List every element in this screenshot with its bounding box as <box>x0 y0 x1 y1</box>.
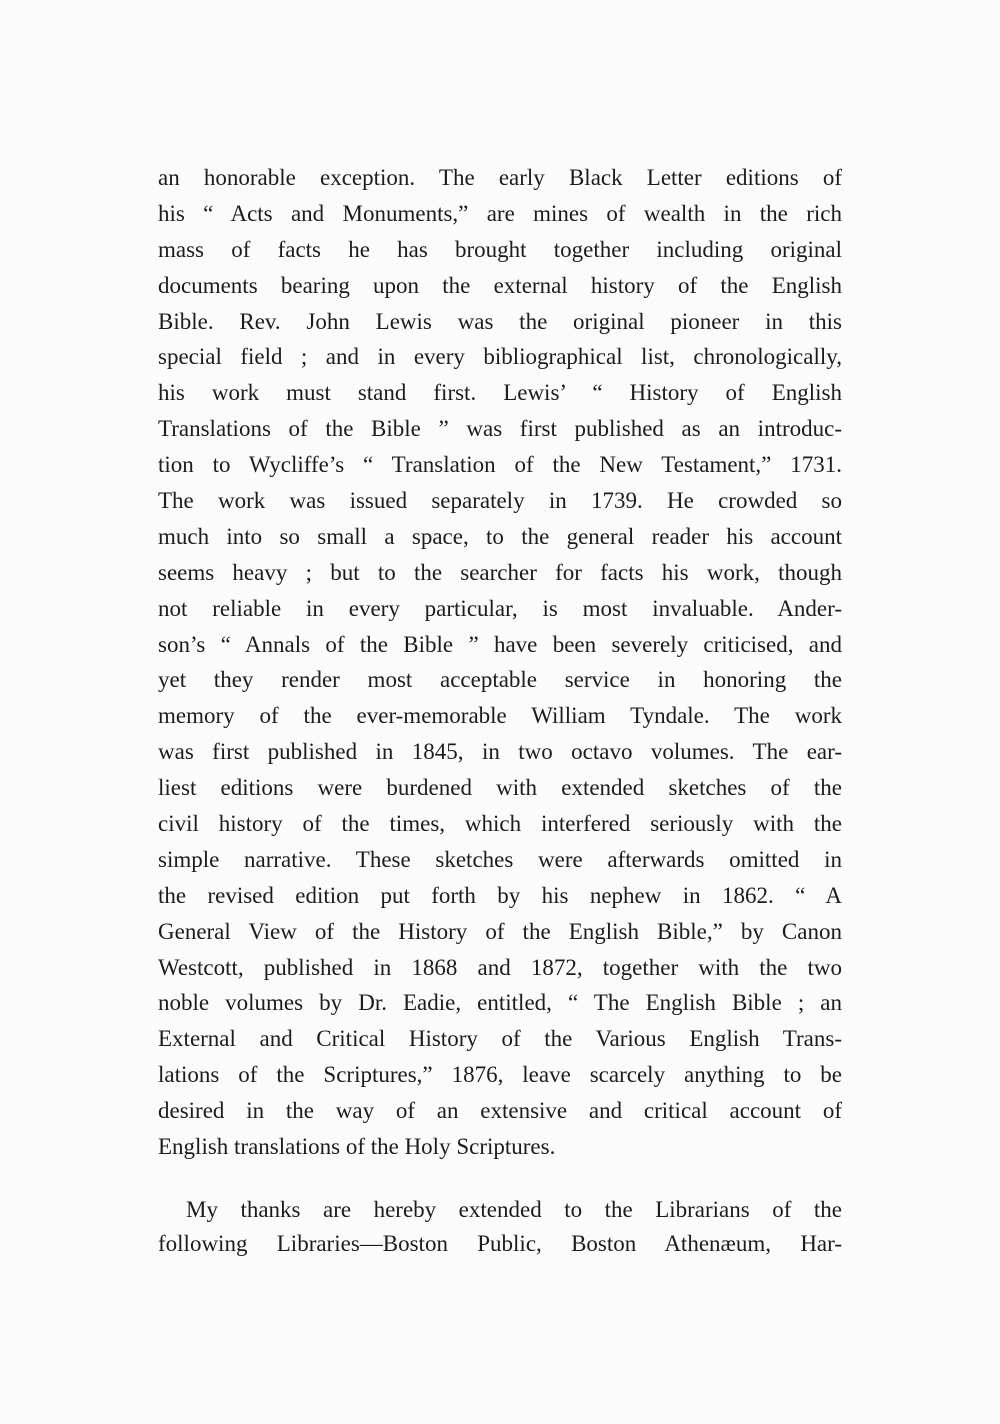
text-line: was first published in 1845, in two octavo volumes. The ear- <box>158 739 842 765</box>
paragraph-1 <box>158 160 842 1165</box>
text-line: his work must stand first. Lewis’ “ History of English <box>158 380 842 406</box>
text-line: special field ; and in every bibliographical list, chronologically, <box>158 344 842 370</box>
text-line: civil history of the times, which interfered seriously with the <box>158 811 842 837</box>
text-line: son’s “ Annals of the Bible ” have been severely criticised, and <box>158 631 842 657</box>
text-line: the revised edition put forth by his nephew in 1862. “ A <box>158 882 842 908</box>
text-line: following Libraries—Boston Public, Boston Athenæum, Har- <box>158 1231 842 1256</box>
text-line: Westcott, published in 1868 and 1872, together with the two <box>158 954 842 980</box>
paragraph-2 <box>158 1193 842 1261</box>
text-line: documents bearing upon the external history of the English <box>158 272 842 298</box>
text-line: liest editions were burdened with extended sketches of the <box>158 775 842 801</box>
text-line: much into so small a space, to the general reader his account <box>158 523 842 549</box>
text-line: General View of the History of the English Bible,” by Canon <box>158 918 842 944</box>
text-line: his “ Acts and Monuments,” are mines of wealth in the rich <box>158 200 842 226</box>
text-line: The work was issued separately in 1739. He crowded so <box>158 488 842 514</box>
text-line: External and Critical History of the Various English Trans- <box>158 1026 842 1052</box>
text-line: Translations of the Bible ” was first published as an introduc- <box>158 416 842 442</box>
text-line: desired in the way of an extensive and critical account of <box>158 1098 842 1124</box>
text-line: an honorable exception. The early Black Letter editions of <box>158 165 842 190</box>
text-line: noble volumes by Dr. Eadie, entitled, “ The English Bible ; an <box>158 990 842 1016</box>
text-line: not reliable in every particular, is most invaluable. Ander- <box>158 595 842 621</box>
text-line: Bible. Rev. John Lewis was the original pioneer in this <box>158 308 842 334</box>
text-line: lations of the Scriptures,” 1876, leave scarcely anything to be <box>158 1062 842 1088</box>
text-line: English translations of the Holy Scriptures. <box>158 1134 556 1160</box>
text-line: mass of facts he has brought together including original <box>158 236 842 262</box>
text-line: yet they render most acceptable service in honoring the <box>158 667 842 693</box>
text-line: seems heavy ; but to the searcher for facts his work, though <box>158 559 842 585</box>
text-line: simple narrative. These sketches were afterwards omitted in <box>158 846 842 872</box>
text-line: memory of the ever-memorable William Tyndale. The work <box>158 703 842 729</box>
text-line: tion to Wycliffe’s “ Translation of the New Testament,” 1731. <box>158 452 842 478</box>
text-line: My thanks are hereby extended to the Librarians of the <box>186 1197 842 1222</box>
